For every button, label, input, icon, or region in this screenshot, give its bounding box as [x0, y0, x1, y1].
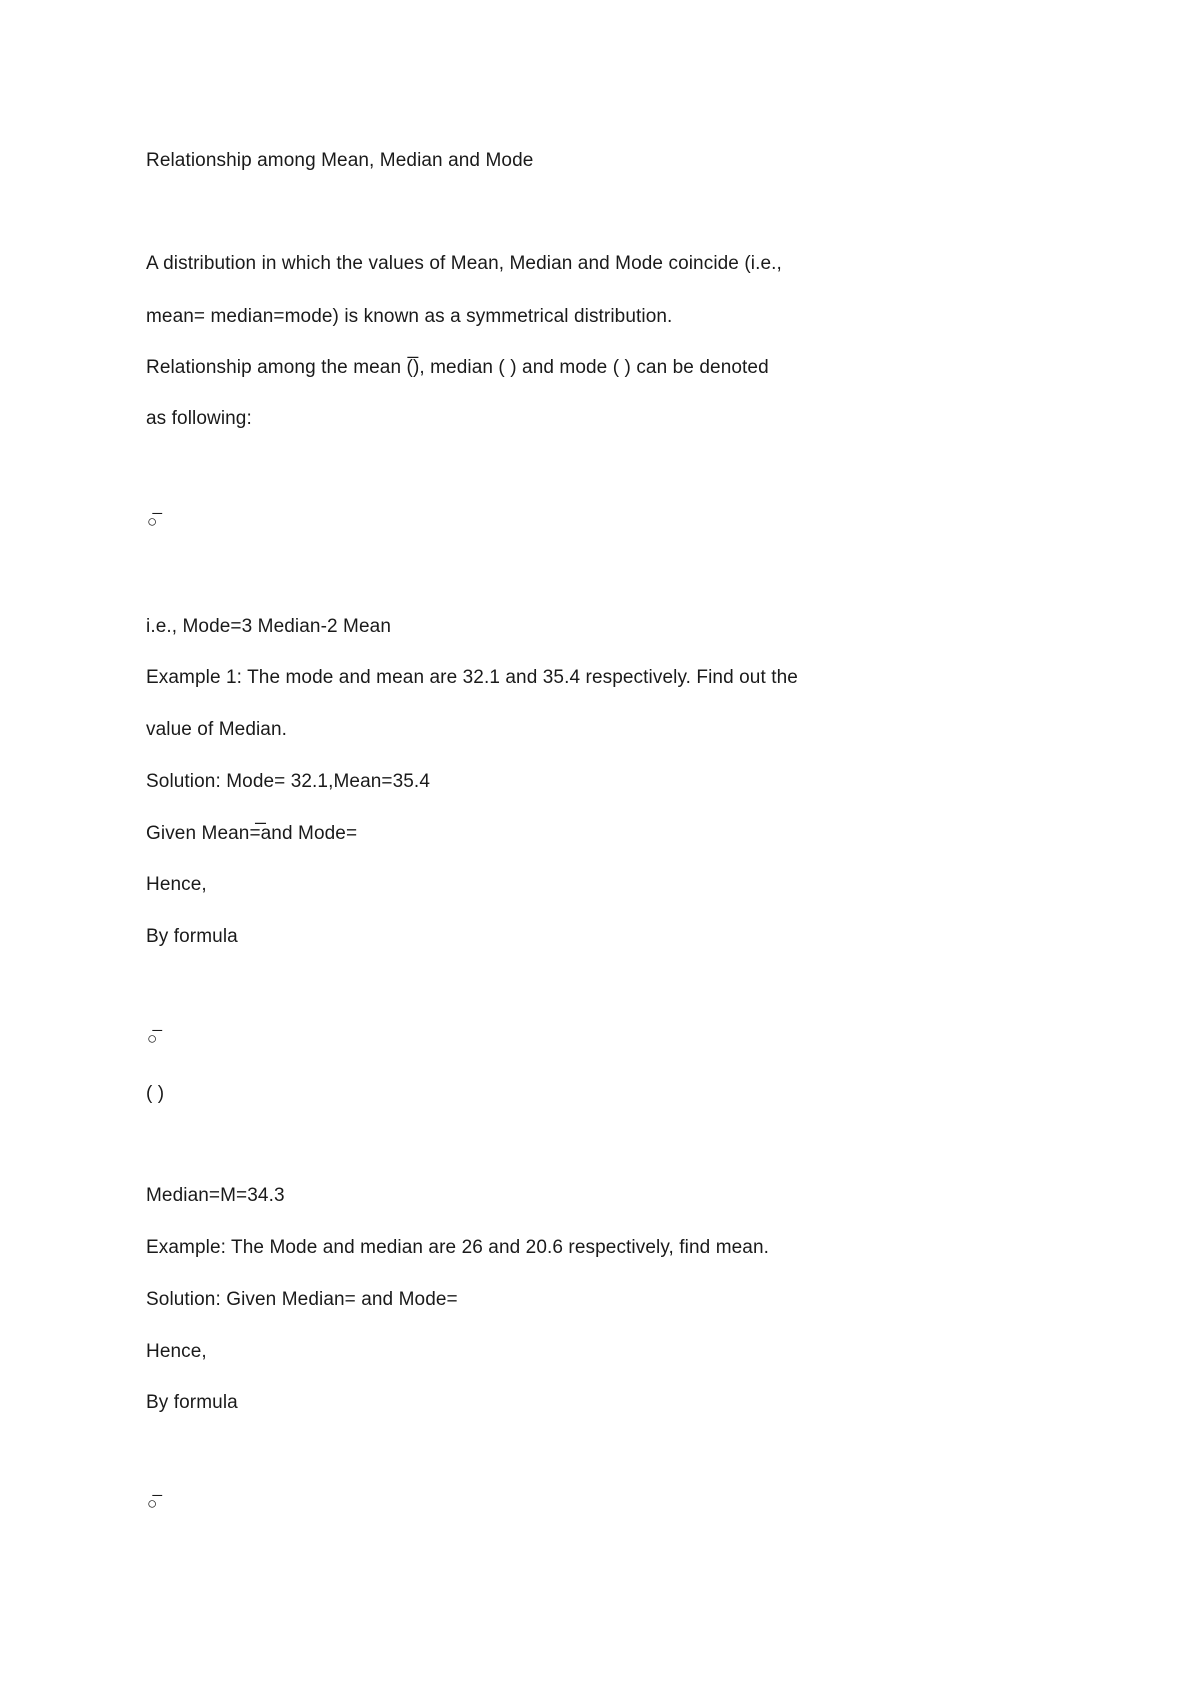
formula-placeholder-2: ○̅ [147, 1029, 158, 1048]
example1-hence: Hence, [146, 874, 207, 895]
relation-line-2: as following: [146, 408, 252, 429]
relation-line-1: Relationship among the mean (̅), median ( ) and mode ( ) can be denoted [146, 357, 769, 378]
document-title: Relationship among Mean, Median and Mode [146, 150, 534, 171]
example2-by-formula: By formula [146, 1392, 238, 1413]
example1-solution: Solution: Mode= 32.1,Mean=35.4 [146, 771, 430, 792]
formula-text: i.e., Mode=3 Median-2 Mean [146, 616, 391, 637]
formula-placeholder-3: ○̅ [147, 1494, 158, 1513]
example1-line-2: value of Median. [146, 719, 288, 740]
example1-given: Given Mean=̅and Mode= [146, 823, 358, 844]
example2-line-1: Example: The Mode and median are 26 and 20.6 respectively, find mean. [146, 1237, 770, 1258]
example2-solution: Solution: Given Median= and Mode= [146, 1289, 458, 1310]
example1-by-formula: By formula [146, 926, 238, 947]
intro-line-1: A distribution in which the values of Mean, Median and Mode coincide (i.e., [146, 253, 782, 274]
intro-line-2: mean= median=mode) is known as a symmetrical distribution. [146, 306, 673, 327]
example1-result: Median=M=34.3 [146, 1185, 285, 1206]
example2-hence: Hence, [146, 1341, 207, 1362]
formula-placeholder-1: ○̅ [147, 512, 158, 531]
paren-placeholder: ( ) [146, 1083, 165, 1104]
example1-line-1: Example 1: The mode and mean are 32.1 and 35.4 respectively. Find out the [146, 667, 798, 688]
